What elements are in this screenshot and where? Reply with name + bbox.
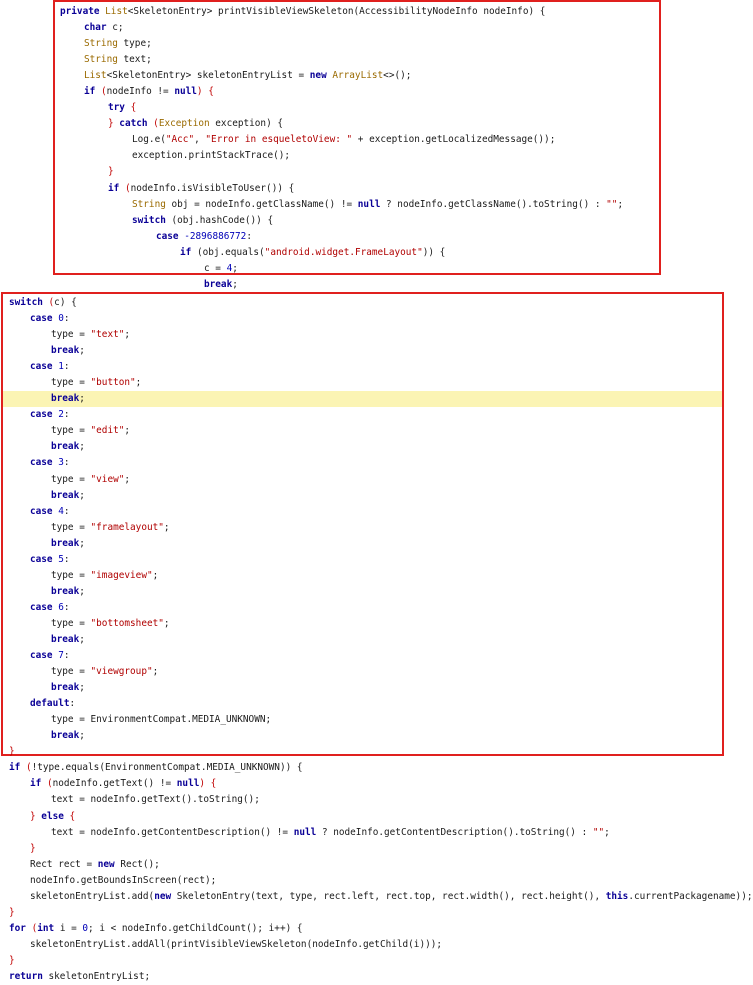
code-token: "Error in esqueletoView: ": [205, 134, 353, 146]
code-line: [3, 905, 722, 921]
code-token: this: [605, 890, 629, 902]
code-token: if: [108, 182, 125, 194]
code-token: (obj.hashCode()) {: [171, 214, 274, 226]
code-token: ;: [124, 473, 131, 485]
code-token: i =: [59, 922, 83, 934]
code-token: String: [84, 54, 124, 66]
code-token: new: [309, 70, 333, 82]
code-token: :: [63, 457, 70, 469]
code-line: [3, 873, 722, 889]
code-token: break: [51, 537, 80, 549]
code-token: :: [63, 361, 70, 373]
code-token: c) {: [54, 297, 77, 308]
code-token: break: [51, 633, 80, 645]
code-token: break: [204, 278, 233, 290]
code-token: ;: [135, 377, 142, 389]
code-line: [3, 857, 722, 873]
code-token: ;: [79, 730, 85, 742]
code-line: [3, 712, 722, 728]
code-line: [55, 197, 659, 213]
code-line: [3, 439, 722, 455]
code-token: :: [63, 505, 70, 517]
code-line: [3, 809, 722, 825]
code-token: type =: [51, 617, 91, 629]
code-line: [55, 116, 659, 132]
code-token: :: [69, 698, 76, 710]
code-token: c;: [112, 22, 124, 34]
code-token: }: [9, 746, 15, 758]
code-token: }: [30, 842, 36, 854]
code-token: "imageview": [90, 569, 153, 581]
code-line: [3, 311, 722, 327]
code-snippet-top: [53, 0, 661, 290]
code-token: "text": [90, 329, 125, 341]
code-line: [55, 20, 659, 36]
code-token: else: [41, 810, 70, 822]
code-token: !type.equals(EnvironmentCompat.MEDIA_UNKNOWN)) {: [31, 762, 303, 774]
code-token: case: [30, 313, 59, 325]
code-token: case: [30, 409, 59, 421]
code-token: ; i < nodeInfo.getChildCount(); i++) {: [88, 922, 303, 934]
code-token: case: [30, 505, 59, 517]
code-token: ArrayList: [332, 70, 384, 82]
code-token: + exception.getLocalizedMessage());: [352, 134, 556, 146]
code-line: [3, 632, 722, 648]
code-token: break: [51, 345, 80, 357]
code-snippet-bottom: [1, 292, 753, 982]
code-token: type =: [51, 473, 91, 485]
code-token: skeletonEntryList.addAll(printVisibleViewSkeleton(nodeInfo.getChild(i)));: [30, 938, 443, 950]
code-token: (: [124, 182, 131, 194]
code-line: [3, 680, 722, 696]
code-token: ;: [79, 345, 85, 357]
code-token: ;: [79, 393, 85, 405]
code-token: :: [246, 230, 252, 242]
code-token: break: [51, 393, 80, 405]
code-token: private: [60, 6, 106, 17]
code-token: new: [154, 890, 177, 902]
code-token: break: [51, 441, 80, 453]
code-token: type =: [51, 377, 91, 389]
code-token: try: [108, 102, 131, 114]
code-token: <SkeletonEntry> printVisibleViewSkeleton(AccessibilityNodeInfo nodeInfo) {: [127, 6, 546, 17]
code-token: Rect rect =: [30, 858, 98, 870]
code-token: String: [84, 38, 124, 50]
code-line: [55, 132, 659, 148]
code-line: [3, 375, 722, 391]
code-token: null: [176, 778, 200, 790]
code-token: ;: [79, 489, 85, 501]
code-token: ;: [79, 633, 85, 645]
code-line: [55, 261, 659, 277]
code-token: .currentPackagename));: [628, 890, 753, 902]
code-token: catch: [119, 118, 154, 130]
code-token: case: [156, 230, 185, 242]
code-line: [3, 391, 722, 407]
code-token: 4: [58, 505, 64, 517]
code-token: if: [84, 86, 101, 98]
code-token: (: [25, 762, 32, 774]
code-token: switch: [132, 214, 172, 226]
code-token: "": [592, 826, 605, 838]
code-token: 3: [58, 457, 64, 469]
code-token: type = EnvironmentCompat.MEDIA_UNKNOWN;: [51, 714, 272, 726]
code-token: text = nodeInfo.getText().toString();: [51, 794, 260, 806]
code-token: (: [100, 86, 107, 98]
code-token: char: [84, 22, 113, 34]
code-token: 0: [58, 313, 64, 325]
code-token: <SkeletonEntry> skeletonEntryList =: [106, 70, 310, 82]
code-line: [3, 792, 722, 808]
code-token: :: [63, 409, 70, 421]
code-token: exception.printStackTrace();: [132, 150, 291, 162]
code-token: :: [63, 313, 70, 325]
code-token: 1: [58, 361, 64, 373]
code-token: type;: [123, 38, 152, 50]
code-token: :: [63, 650, 70, 662]
code-token: type =: [51, 329, 91, 341]
code-token: (: [46, 778, 53, 790]
code-line: [3, 520, 722, 536]
code-token: case: [30, 457, 59, 469]
code-token: break: [51, 489, 80, 501]
code-token: if: [9, 762, 26, 774]
code-token: ;: [124, 329, 131, 341]
code-token: type =: [51, 569, 91, 581]
code-token: type =: [51, 521, 91, 533]
code-token: skeletonEntryList;: [48, 970, 151, 982]
code-token: )) {: [422, 246, 446, 258]
code-line: [3, 584, 722, 600]
code-token: :: [63, 553, 70, 565]
code-token: ;: [152, 569, 159, 581]
code-line: [3, 760, 722, 776]
code-line: [3, 969, 722, 985]
code-line: [3, 664, 722, 680]
code-line: [55, 52, 659, 68]
code-line: [55, 68, 659, 84]
code-token: ) {: [199, 778, 217, 790]
code-token: ? nodeInfo.getClassName().toString() :: [386, 198, 607, 210]
code-line: [3, 744, 722, 760]
code-line: [3, 359, 722, 375]
code-line: [55, 100, 659, 116]
code-token: 6: [58, 601, 64, 613]
code-token: ;: [163, 521, 170, 533]
code-token: int: [37, 922, 60, 934]
code-token: ? nodeInfo.getContentDescription().toString() :: [321, 826, 593, 838]
code-token: }: [108, 118, 120, 130]
code-token: break: [51, 585, 80, 597]
code-token: "edit": [90, 425, 125, 437]
code-line: [3, 327, 722, 343]
code-line: [55, 84, 659, 100]
code-token: case: [30, 601, 59, 613]
code-token: -2896886772: [184, 230, 247, 242]
code-token: }: [9, 906, 15, 918]
code-token: case: [30, 553, 59, 565]
code-token: null: [174, 86, 197, 98]
code-line: [55, 245, 659, 261]
code-token: exception) {: [215, 118, 284, 130]
code-token: null: [293, 826, 322, 838]
code-token: ;: [124, 425, 131, 437]
code-token: {: [69, 810, 76, 822]
code-token: type =: [51, 425, 91, 437]
code-token: Exception: [158, 118, 216, 130]
code-token: List: [84, 70, 107, 82]
code-token: }: [9, 954, 15, 966]
code-token: break: [51, 730, 80, 742]
code-token: 7: [58, 650, 64, 662]
code-token: List: [105, 6, 128, 17]
code-token: 0: [82, 922, 89, 934]
code-token: 5: [58, 553, 64, 565]
code-token: "viewgroup": [90, 666, 153, 678]
code-line: [3, 825, 722, 841]
code-line: [3, 455, 722, 471]
code-line: [3, 889, 753, 905]
code-line: [3, 648, 722, 664]
code-token: {: [130, 102, 137, 114]
code-line: [3, 488, 722, 504]
code-token: 2: [58, 409, 64, 421]
code-line: [55, 213, 659, 229]
code-line: [55, 36, 659, 52]
code-token: if: [30, 778, 47, 790]
code-line: [3, 776, 722, 792]
code-token: :: [63, 601, 70, 613]
code-token: (obj.equals(: [196, 246, 265, 258]
code-token: text = nodeInfo.getContentDescription() !=: [51, 826, 294, 838]
code-token: default: [30, 698, 70, 710]
code-token: "": [606, 198, 618, 210]
code-token: ;: [232, 278, 238, 290]
code-line: [55, 181, 659, 197]
code-token: String: [132, 198, 172, 210]
code-token: break: [51, 682, 80, 694]
code-token: Log.e(: [132, 134, 166, 146]
code-token: return: [9, 970, 49, 982]
code-token: c =: [204, 262, 227, 274]
code-line: [3, 728, 722, 744]
code-token: ;: [79, 441, 85, 453]
code-token: ;: [617, 198, 624, 210]
code-token: ) {: [196, 86, 214, 98]
code-token: ;: [79, 537, 85, 549]
code-line: [55, 148, 659, 164]
code-block-bottom: [3, 295, 753, 985]
code-line: [55, 277, 659, 293]
code-line: [3, 295, 722, 311]
code-token: nodeInfo.isVisibleToUser()) {: [130, 182, 295, 194]
code-token: nodeInfo.getBoundsInScreen(rect);: [30, 874, 217, 886]
code-line: [3, 937, 722, 953]
code-token: <>();: [383, 70, 412, 82]
code-token: case: [30, 650, 59, 662]
code-line: [3, 696, 722, 712]
code-token: type =: [51, 666, 91, 678]
code-line: [3, 921, 722, 937]
code-line: [3, 472, 722, 488]
code-line: [3, 953, 722, 969]
code-token: text;: [123, 54, 152, 66]
code-token: ;: [152, 666, 159, 678]
code-line: [3, 407, 722, 423]
code-token: if: [180, 246, 197, 258]
code-line: [3, 552, 722, 568]
code-token: nodeInfo !=: [106, 86, 175, 98]
code-token: (: [153, 118, 159, 130]
code-token: "android.widget.FrameLayout": [264, 246, 423, 258]
code-token: for: [9, 922, 32, 934]
code-token: switch: [9, 297, 49, 308]
code-token: "view": [90, 473, 125, 485]
code-line: [3, 504, 722, 520]
code-token: ,: [194, 134, 206, 146]
code-line: [55, 4, 659, 20]
code-token: "bottomsheet": [90, 617, 164, 629]
code-token: (: [31, 922, 38, 934]
code-line: [3, 600, 722, 616]
code-token: SkeletonEntry(text, type, rect.left, rect.top, rect.width(), rect.height(),: [176, 890, 606, 902]
code-line: [55, 229, 659, 245]
code-token: "Acc": [165, 134, 195, 146]
code-token: 4: [226, 262, 233, 274]
code-token: ;: [79, 682, 85, 694]
code-token: null: [357, 198, 387, 210]
code-token: obj = nodeInfo.getClassName() !=: [171, 198, 358, 210]
code-token: }: [30, 810, 42, 822]
code-token: Rect();: [120, 858, 160, 870]
code-line: [3, 536, 722, 552]
code-token: ;: [79, 585, 85, 597]
code-token: ;: [163, 617, 170, 629]
code-token: "button": [90, 377, 136, 389]
code-token: (: [48, 297, 55, 308]
code-token: }: [108, 166, 114, 178]
code-line: [3, 568, 722, 584]
code-token: ;: [604, 826, 610, 838]
code-line: [3, 616, 722, 632]
code-line: [55, 164, 659, 180]
code-token: "framelayout": [90, 521, 164, 533]
code-line: [3, 343, 722, 359]
code-token: nodeInfo.getText() !=: [52, 778, 177, 790]
code-line: [3, 423, 722, 439]
code-token: skeletonEntryList.add(: [30, 890, 155, 902]
code-token: new: [97, 858, 121, 870]
code-token: case: [30, 361, 59, 373]
code-line: [3, 841, 722, 857]
code-token: ;: [232, 262, 238, 274]
